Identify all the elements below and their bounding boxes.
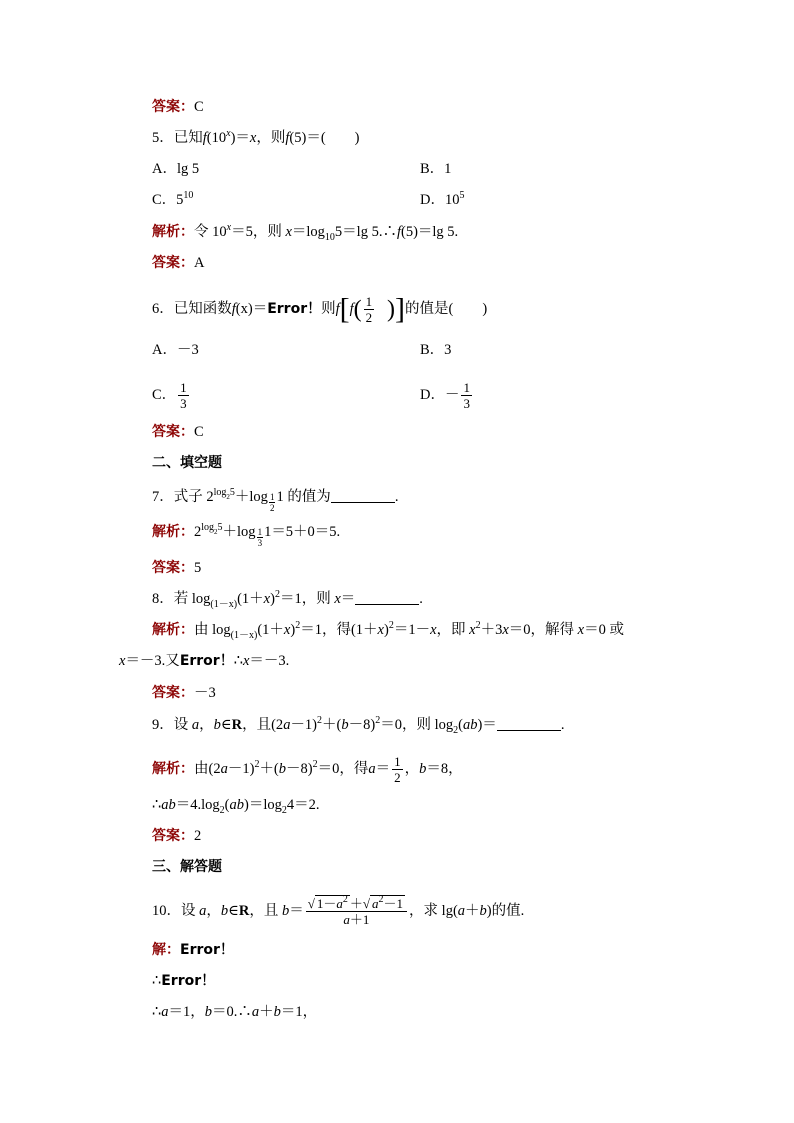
var-x: x bbox=[249, 130, 257, 146]
q5-paren: ( ) bbox=[320, 130, 360, 146]
section-fill-in: 二、填空题 bbox=[152, 455, 222, 471]
q8-stem: 8．若 $\log_{(1-x)}(1+x)^2=1$，则 x＝ . bbox=[152, 589, 423, 610]
q10-solution-1 bbox=[152, 940, 234, 960]
var-x: x bbox=[226, 128, 231, 139]
section-solve: 三、解答题 bbox=[152, 859, 222, 875]
var-f: f bbox=[285, 130, 290, 146]
q6-options-row1 bbox=[152, 340, 452, 360]
q5-arg: (10 bbox=[206, 130, 227, 146]
explanation-label: 解析： bbox=[152, 622, 194, 638]
q8-blank bbox=[355, 590, 419, 605]
q6-option-b: B．3 bbox=[420, 342, 452, 358]
q7-blank bbox=[331, 488, 395, 503]
q10-fraction: $\frac{√ 1-a^2 +√ a^2-1}{a+1}$ bbox=[306, 896, 407, 927]
q7-explanation: 解析：$2^{log_25}+\log$ $_{\frac{1}{3}}$ 1＝5＋0＝5. bbox=[152, 522, 341, 549]
q9-explanation: 解析：由$(2a-1)^2+(b-8)^2=0$，得a＝ $\frac{1}{2}$ ，b＝8， bbox=[152, 754, 463, 785]
q5-option-c: C．$5^{10}$ bbox=[152, 190, 194, 208]
q9-answer: 2 bbox=[194, 828, 202, 844]
q8-explanation: 解析：由 $\log_{(1-x)}(1+x)^2=1$，得$(1+x)^2=1-x$，即 $x^2+3x=0$，解得 x＝0 或 bbox=[152, 620, 624, 641]
q6-option-a: A．－3 bbox=[152, 342, 199, 358]
q5-options-row2 bbox=[152, 190, 465, 210]
q5-stem: 5．已知$f(10^x)=x$，则f(5)＝( ) bbox=[152, 128, 360, 146]
q9-explanation-cont: $\therefore ab=4.\log_2(ab)=\log_24=2$. bbox=[152, 797, 320, 816]
error-text: Error！ bbox=[267, 300, 322, 317]
q8-explanation-cont: x＝－3.又Error！∴x＝－3. bbox=[119, 653, 290, 669]
q7-answer: 5 bbox=[194, 560, 202, 576]
q4-answer: C bbox=[194, 99, 204, 115]
q8-answer: －3 bbox=[194, 685, 216, 701]
q10-solution-3: ∴a＝1，b＝0.∴a＋b＝1， bbox=[152, 1004, 318, 1020]
q9-blank bbox=[497, 716, 561, 731]
q6-answer-line bbox=[152, 422, 204, 442]
error-text: Error！ bbox=[179, 653, 234, 669]
q5-option-d: D．$10^5$ bbox=[420, 190, 465, 208]
q5-options-row1 bbox=[152, 159, 452, 179]
q5-explanation: 解析：令 $10^x=5$，则 $x=\log_{10}5=\lg$ 5.∴f(5)＝lg 5. bbox=[152, 222, 459, 243]
answer-label: 答案： bbox=[152, 560, 194, 576]
solution-label: 解： bbox=[152, 942, 180, 958]
answer-label: 答案： bbox=[152, 99, 194, 115]
q9-stem: 9．设 a，b∈R，且$(2a-1)^2+(b-8)^2=0$，则 $\log_2(ab)=$ . bbox=[152, 715, 565, 736]
q8-answer-line bbox=[152, 683, 216, 703]
var-f: f bbox=[202, 130, 207, 146]
q9-answer-line bbox=[152, 826, 201, 846]
q4-answer-line bbox=[152, 97, 204, 117]
q5-f5: (5) bbox=[289, 130, 307, 146]
q7-stem: 7．式子 $2^{log_25}+\log$ $_{\frac{1}{2}}$ 1 的值为 . bbox=[152, 487, 399, 514]
q6-answer: C bbox=[194, 424, 204, 440]
explanation-label: 解析： bbox=[152, 224, 194, 240]
answer-label: 答案： bbox=[152, 424, 194, 440]
answer-label: 答案： bbox=[152, 255, 194, 271]
q6-option-d: D．－ $\frac{1}{3}$ bbox=[420, 380, 470, 411]
q5-option-b: B．1 bbox=[420, 161, 452, 177]
q5-stem-text: ，则 bbox=[256, 130, 286, 146]
q7-answer-line bbox=[152, 558, 201, 578]
error-text: Error！ bbox=[161, 973, 216, 989]
fraction-half: $\frac{1}{2}$ bbox=[365, 294, 373, 325]
q6-option-c: C． $\frac{1}{3}$ bbox=[152, 380, 187, 411]
q5-close: )＝ bbox=[230, 130, 250, 146]
answer-label: 答案： bbox=[152, 685, 194, 701]
explanation-label: 解析： bbox=[152, 524, 194, 540]
q5-answer: A bbox=[194, 255, 205, 271]
error-text: Error！ bbox=[180, 942, 234, 958]
explanation-label: 解析： bbox=[152, 760, 194, 777]
q5-answer-line bbox=[152, 253, 204, 273]
answer-label: 答案： bbox=[152, 828, 194, 844]
q5-stem-text: 5．已知 bbox=[152, 130, 203, 146]
q6-stem: 6．已知函数f(x)＝Error！则f[f( $\frac{1}{2}$ )]的值是( ) bbox=[152, 292, 488, 326]
q6-options-row2 bbox=[152, 380, 470, 411]
q10-stem: 10．设 a，b∈R，且 b＝ $\frac{√ 1-a^2 +√ a^2-1}{a+1}$ ，求 lg(a＋b)的值. bbox=[152, 894, 525, 927]
q10-solution-2: ∴Error！ bbox=[152, 973, 216, 989]
q5-option-a: A．lg 5 bbox=[152, 161, 200, 177]
